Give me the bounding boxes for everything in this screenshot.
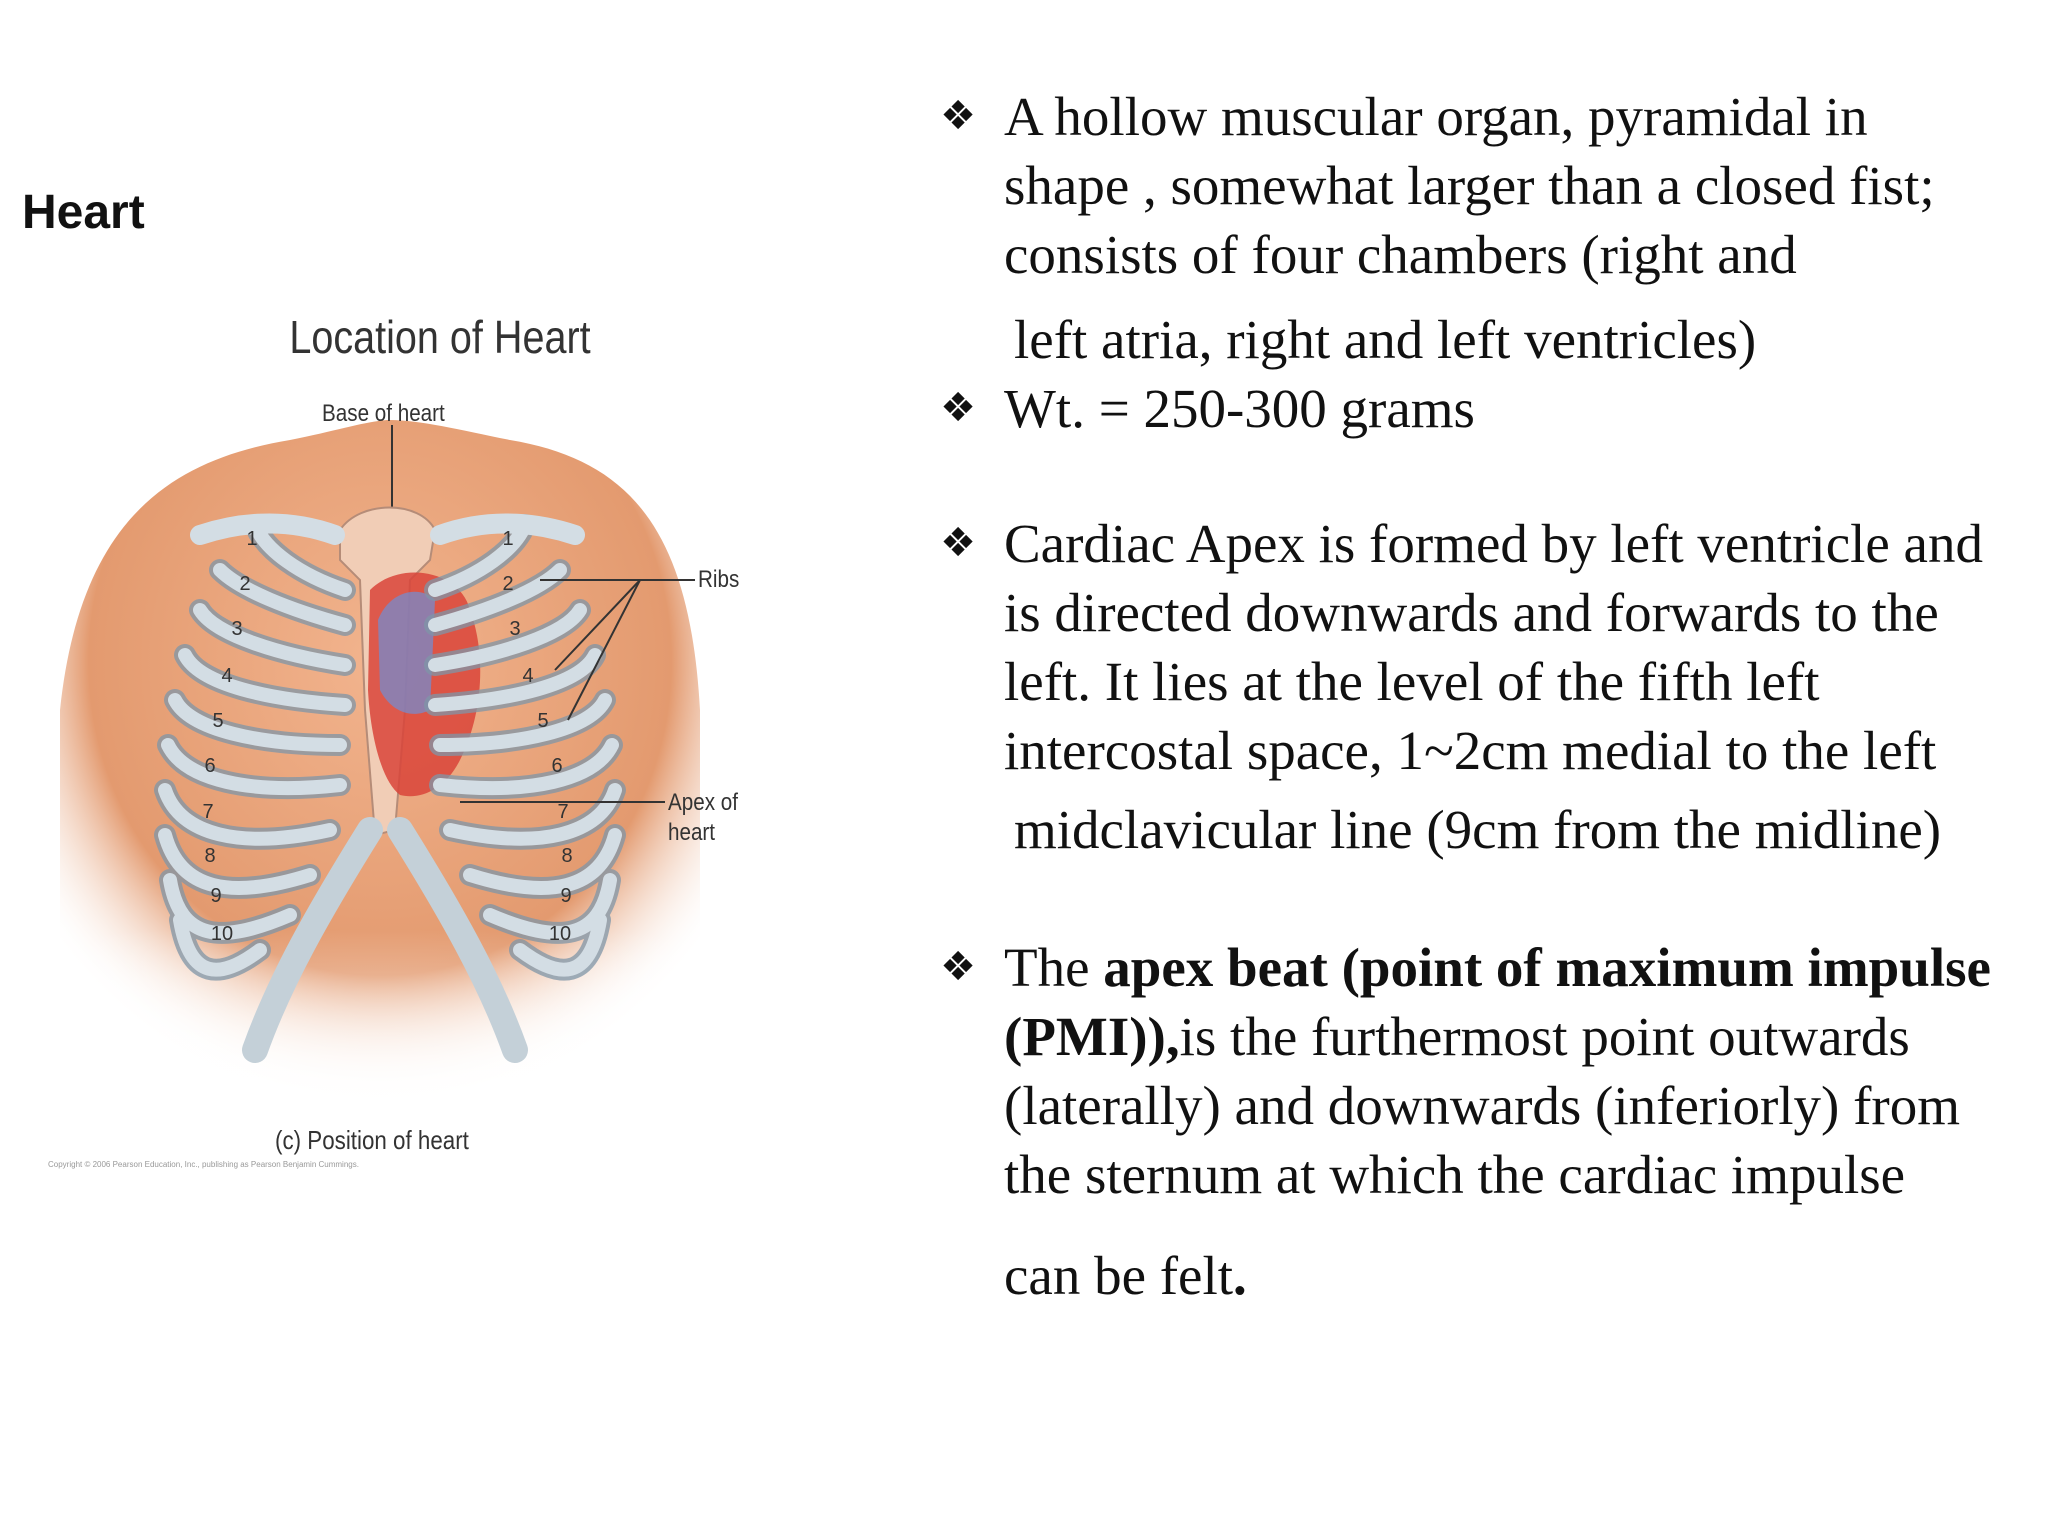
heart-location-figure bbox=[40, 290, 800, 1190]
bullet-line: intercostal space, 1~2cm medial to the left bbox=[1004, 720, 1937, 781]
slide-title: Heart bbox=[22, 186, 145, 239]
rib-number-left: 2 bbox=[239, 573, 251, 595]
bullet-line: left atria, right and left ventricles) bbox=[1014, 309, 1757, 370]
bullet-list bbox=[928, 82, 2038, 1310]
rib-number-left: 7 bbox=[202, 801, 214, 823]
bullet-line: midclavicular line (9cm from the midline) bbox=[1014, 799, 1942, 860]
diamond-bullet-icon: ❖ bbox=[940, 944, 976, 990]
bullet-organ-description bbox=[928, 82, 2038, 374]
rib-number-right: 5 bbox=[537, 710, 549, 732]
rib-number-left: 5 bbox=[212, 710, 224, 732]
bullet-line: Cardiac Apex is formed by left ventricle and bbox=[1004, 513, 1983, 574]
rib-number-left: 6 bbox=[204, 755, 216, 777]
label-base-of-heart: Base of heart bbox=[322, 400, 445, 427]
rib-number-right: 8 bbox=[561, 845, 573, 867]
bullet-weight bbox=[928, 374, 2038, 443]
bullet-text: The bbox=[1004, 937, 1104, 998]
bullet-line: left. It lies at the level of the fifth left bbox=[1004, 651, 1820, 712]
bullet-line: A hollow muscular organ, pyramidal in bbox=[1004, 86, 1868, 147]
rib-number-right: 9 bbox=[560, 885, 572, 907]
bullet-line: the sternum at which the cardiac impulse bbox=[1004, 1144, 1906, 1205]
rib-number-left: 9 bbox=[210, 885, 222, 907]
bullet-line: Wt. = 250-300 grams bbox=[1004, 378, 1475, 439]
bullet-line bbox=[1004, 933, 2038, 1002]
clavicle-left bbox=[200, 523, 335, 535]
bullet-text: can be felt bbox=[1004, 1245, 1234, 1306]
rib-number-left: 10 bbox=[210, 923, 234, 945]
diamond-bullet-icon: ❖ bbox=[940, 520, 976, 566]
bullet-bold-text: apex beat (point of maximum impulse bbox=[1103, 937, 1991, 998]
label-apex-line-2: heart bbox=[668, 819, 716, 846]
bullet-bold-text: (PMI)), bbox=[1004, 1006, 1180, 1067]
bullet-line: is directed downwards and forwards to the bbox=[1004, 582, 1939, 643]
rib-number-right: 6 bbox=[551, 755, 563, 777]
rib-number-left: 1 bbox=[246, 528, 258, 550]
rib-number-right: 4 bbox=[522, 665, 534, 687]
bullet-line: (laterally) and downwards (inferiorly) from bbox=[1004, 1075, 1961, 1136]
figure-copyright: Copyright © 2006 Pearson Education, Inc., publishing as Pearson Benjamin Cummings. bbox=[48, 1160, 359, 1169]
bullet-cardiac-apex bbox=[928, 509, 2038, 864]
bullet-text: is the furthermost point outwards bbox=[1179, 1006, 1910, 1067]
label-ribs: Ribs bbox=[698, 566, 740, 593]
bullet-line: shape , somewhat larger than a closed fist; bbox=[1004, 155, 1935, 216]
rib-number-right: 10 bbox=[548, 923, 572, 945]
figure-title: Location of Heart bbox=[289, 311, 591, 363]
diamond-bullet-icon: ❖ bbox=[940, 385, 976, 431]
diamond-bullet-icon: ❖ bbox=[940, 93, 976, 139]
rib-number-right: 7 bbox=[557, 801, 569, 823]
rib-number-right: 3 bbox=[509, 618, 521, 640]
bullet-text: . bbox=[1233, 1245, 1247, 1306]
bullet-line: consists of four chambers (right and bbox=[1004, 224, 1797, 285]
rib-number-left: 8 bbox=[204, 845, 216, 867]
rib-number-right: 2 bbox=[502, 573, 514, 595]
figure-caption: (c) Position of heart bbox=[275, 1125, 469, 1155]
label-apex-line-1: Apex of bbox=[668, 789, 738, 816]
bullet-apex-beat bbox=[928, 933, 2038, 1310]
bullet-line bbox=[1004, 1241, 2038, 1310]
label-apex-of-heart bbox=[668, 788, 738, 848]
rib-number-left: 3 bbox=[231, 618, 243, 640]
rib-number-right: 1 bbox=[502, 528, 514, 550]
bullet-line bbox=[1004, 1002, 2038, 1071]
rib-number-left: 4 bbox=[221, 665, 233, 687]
